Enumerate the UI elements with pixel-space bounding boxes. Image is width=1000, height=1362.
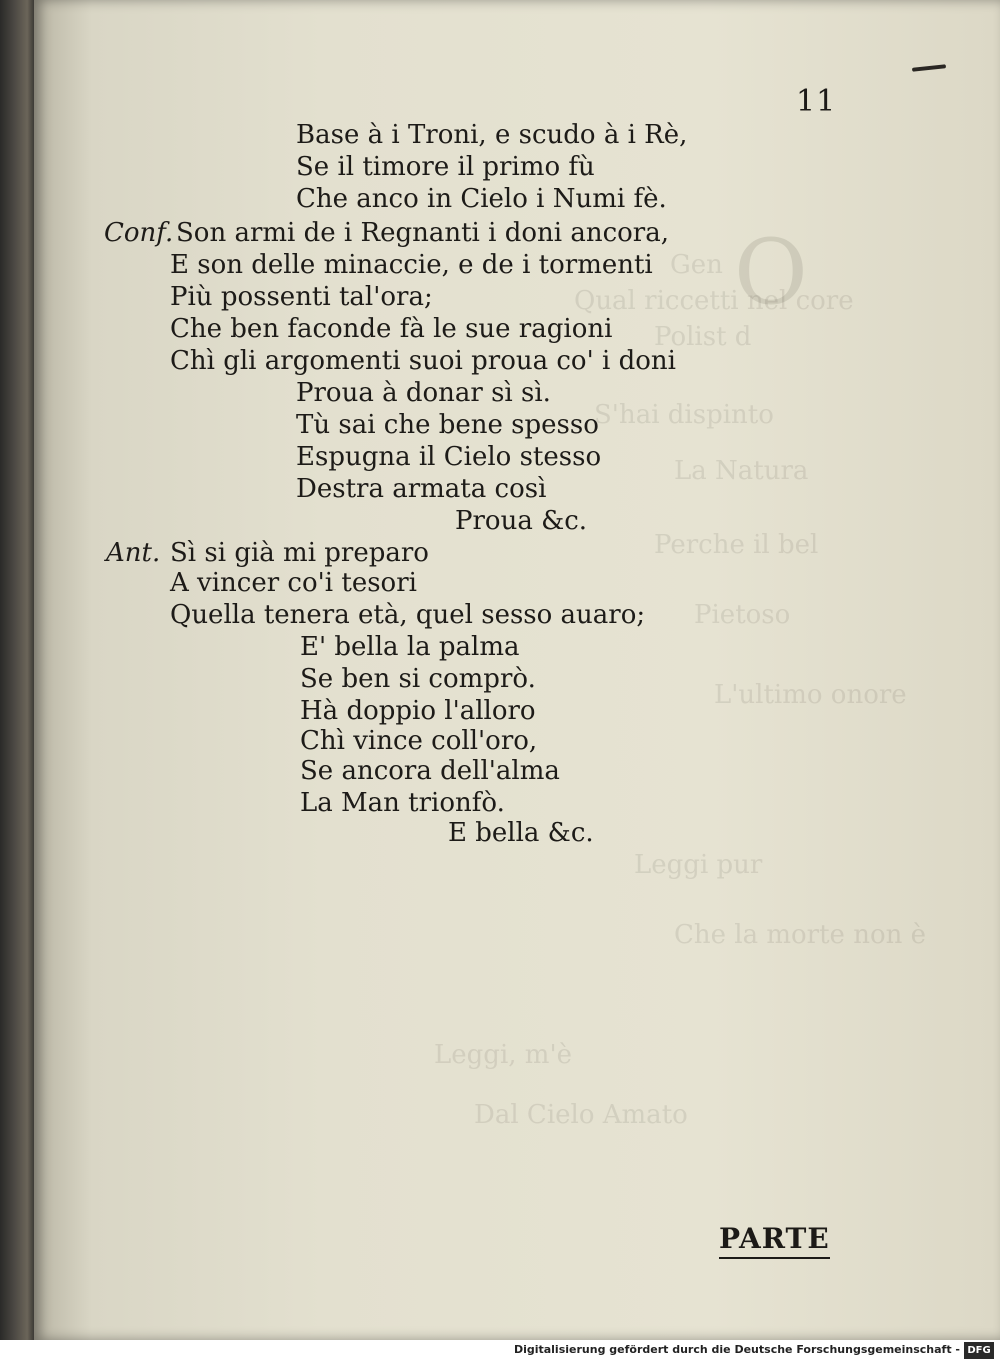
- verse-line: Base à i Troni, e scudo à i Rè,: [296, 120, 688, 150]
- bleed-through-text: Leggi pur: [634, 850, 763, 880]
- bleed-through-text: Perche il bel: [654, 530, 819, 560]
- book-spine-edge: [0, 0, 34, 1340]
- speaker-label: Conf.: [104, 218, 174, 248]
- dfg-logo: DFG: [964, 1342, 994, 1359]
- bleed-through-text: Leggi, m'è: [434, 1040, 572, 1070]
- verse-line: E' bella la palma: [300, 632, 520, 662]
- verse-line: Proua à donar sì sì.: [296, 378, 551, 408]
- bleed-through-text: L'ultimo onore: [714, 680, 907, 710]
- digitization-credit: Digitalisierung gefördert durch die Deutsche Forschungsgemeinschaft -: [513, 1343, 960, 1356]
- verse-line: Se il timore il primo fù: [296, 152, 595, 182]
- page-number: 11: [796, 84, 837, 119]
- verse-line: Che ben faconde fà le sue ragioni: [170, 314, 613, 344]
- speaker-label: Ant.: [106, 538, 161, 568]
- footer-bar: [0, 1340, 1000, 1362]
- verse-line: Sì si già mi preparo: [170, 538, 429, 568]
- verse-line: E son delle minaccie, e de i tormenti: [170, 250, 653, 280]
- bleed-through-text: Che la morte non è: [674, 920, 927, 950]
- verse-line: Tù sai che bene spesso: [296, 410, 599, 440]
- verse-line: La Man trionfò.: [300, 788, 505, 818]
- bleed-through-text: Pietoso: [694, 600, 791, 630]
- verse-line: Che anco in Cielo i Numi fè.: [296, 184, 667, 214]
- verse-line: Son armi de i Regnanti i doni ancora,: [176, 218, 669, 248]
- verse-line: E bella &c.: [448, 818, 594, 848]
- verse-line: Chì vince coll'oro,: [300, 726, 538, 756]
- bleed-through-text: Qual riccetti nel core: [574, 286, 854, 316]
- verse-line: A vincer co'i tesori: [170, 568, 417, 598]
- verse-line: Quella tenera età, quel sesso auaro;: [170, 600, 646, 630]
- catchword: PARTE: [719, 1222, 830, 1259]
- verse-line: Destra armata così: [296, 474, 547, 504]
- bleed-through-initial: O: [734, 220, 808, 325]
- verse-line: Espugna il Cielo stesso: [296, 442, 602, 472]
- verse-line: Più possenti tal'ora;: [170, 282, 433, 312]
- bleed-through-text: Dal Cielo Amato: [474, 1100, 688, 1130]
- bleed-through-text: S'hai dispinto: [594, 400, 774, 430]
- verse-line: Chì gli argomenti suoi proua co' i doni: [170, 346, 676, 376]
- verse-line: Hà doppio l'alloro: [300, 696, 536, 726]
- bleed-through-text: La Natura: [674, 456, 809, 486]
- bleed-through-text: Polist d: [654, 322, 752, 352]
- verse-line: Se ancora dell'alma: [300, 756, 560, 786]
- verse-line: Proua &c.: [455, 506, 588, 536]
- verse-line: Se ben si comprò.: [300, 664, 536, 694]
- bleed-through-text: Gen: [670, 250, 723, 280]
